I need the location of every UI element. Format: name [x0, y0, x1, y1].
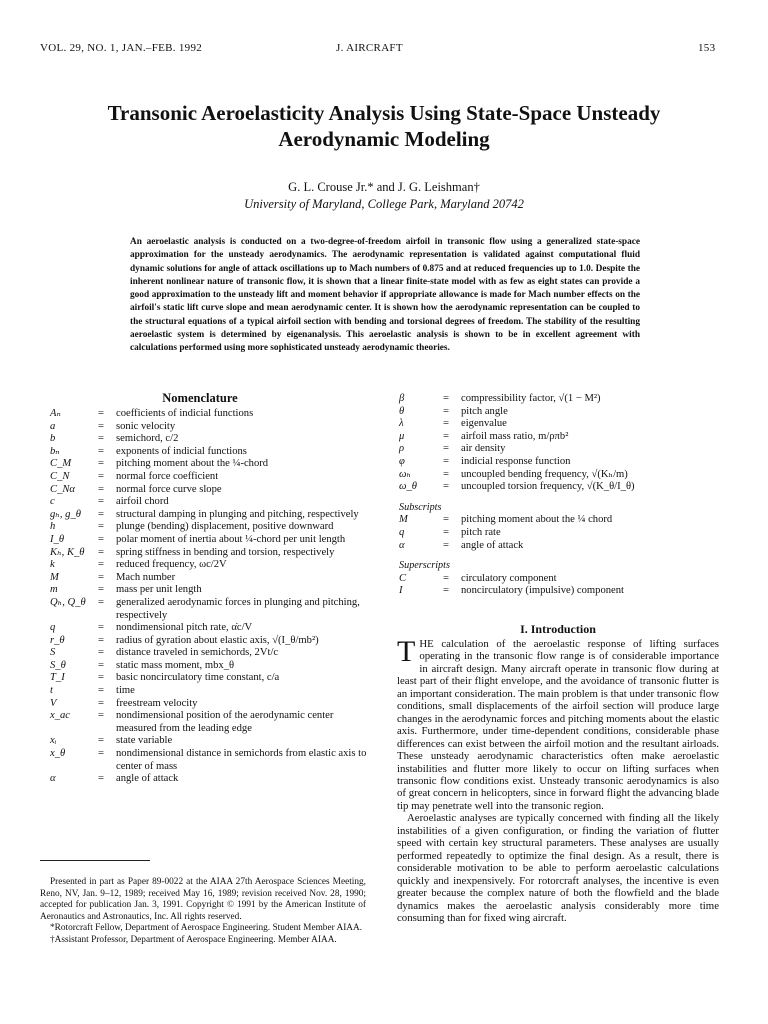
- superscripts-list: [399, 573, 719, 598]
- journal-name: J. AIRCRAFT: [336, 42, 403, 54]
- nomenclature-symbol: M: [50, 571, 59, 583]
- nomenclature-definition: radius of gyration about elastic axis, √(I_θ/mb²): [116, 634, 319, 646]
- nomenclature-entry: [399, 406, 719, 419]
- nomenclature-definition: pitch angle: [461, 405, 508, 417]
- equals-sign: =: [98, 470, 104, 482]
- equals-sign: =: [98, 659, 104, 671]
- nomenclature-definition: generalized aerodynamic forces in plunging and pitching, respectively: [116, 596, 360, 621]
- nomenclature-definition: pitch rate: [461, 526, 501, 538]
- nomenclature-symbol: t: [50, 685, 53, 697]
- nomenclature-symbol: xᵢ: [50, 735, 57, 747]
- nomenclature-symbol: C_M: [50, 458, 72, 470]
- nomenclature-entry: [399, 418, 719, 431]
- footnote-author2: †Assistant Professor, Department of Aerospace Engineering. Member AIAA.: [50, 934, 337, 945]
- equals-sign: =: [443, 585, 449, 597]
- nomenclature-entry: [399, 431, 719, 444]
- equals-sign: =: [443, 468, 449, 480]
- nomenclature-entry: [50, 484, 368, 497]
- nomenclature-symbol: θ: [399, 405, 405, 417]
- nomenclature-definition: plunge (bending) displacement, positive downward: [116, 521, 334, 533]
- nomenclature-entry: [399, 443, 719, 456]
- nomenclature-entry: [50, 572, 368, 585]
- nomenclature-entry: [50, 408, 368, 421]
- authors: G. L. Crouse Jr.* and J. G. Leishman†: [288, 180, 480, 194]
- nomenclature-entry: [50, 685, 368, 698]
- equals-sign: =: [98, 508, 104, 520]
- nomenclature-entry: [50, 534, 368, 547]
- equals-sign: =: [98, 773, 104, 785]
- nomenclature-entry: [50, 773, 368, 786]
- equals-sign: =: [98, 533, 104, 545]
- nomenclature-symbol: Aₙ: [50, 408, 61, 419]
- nomenclature-symbol: S_θ: [50, 659, 66, 671]
- equals-sign: =: [98, 685, 104, 697]
- nomenclature-symbol: c: [50, 496, 55, 508]
- nomenclature-symbol: V: [50, 697, 57, 709]
- nomenclature-entry: [50, 635, 368, 648]
- nomenclature-definition: spring stiffness in bending and torsion, respectively: [116, 546, 335, 558]
- nomenclature-definition: semichord, c/2: [116, 433, 179, 445]
- nomenclature-definition: state variable: [116, 735, 173, 747]
- nomenclature-symbol: x_θ: [50, 748, 66, 760]
- nomenclature-entry: [50, 735, 368, 748]
- nomenclature-entry: [399, 469, 719, 482]
- equals-sign: =: [443, 514, 449, 526]
- nomenclature-entry: [50, 496, 368, 509]
- nomenclature-heading: Nomenclature: [162, 391, 238, 405]
- equals-sign: =: [98, 559, 104, 571]
- nomenclature-symbol: I: [399, 585, 403, 597]
- nomenclature-entry: [50, 421, 368, 434]
- footnote-presented: Presented in part as Paper 89-0022 at the AIAA 27th Aerospace Sciences Meeting, Reno, NV, Jan. 9–12, 1989; received May 16, 1989; revision received Nov. 28, 1990; accepted for publication Jan. 3, 1991. Copyright © 1991 by the American Institute of Aeronautics and Astronautics, Inc. All rights reserved.: [40, 877, 366, 922]
- nomenclature-definition: nondimensional distance in semichords from elastic axis to center of mass: [116, 748, 367, 772]
- equals-sign: =: [98, 596, 104, 608]
- nomenclature-definition: basic noncirculatory time constant, c/a: [116, 672, 280, 684]
- nomenclature-definition: angle of attack: [461, 539, 524, 551]
- greek-symbols: [399, 393, 719, 494]
- nomenclature-definition: circulatory component: [461, 572, 557, 584]
- equals-sign: =: [443, 393, 449, 404]
- nomenclature-symbol: r_θ: [50, 634, 65, 646]
- nomenclature-entry: [50, 471, 368, 484]
- nomenclature-entry: [50, 597, 368, 622]
- nomenclature-entry: [399, 481, 719, 494]
- nomenclature-entry: [50, 509, 368, 522]
- intro-paragraph-1-text: HE calculation of the aeroelastic response of lifting surfaces operating in the transonic flow range is of considerable importance in aircraft design. Many aircraft operate in transonic flow during at least part of their flight envelope, and the avoidance of transonic flutter is an important consideration. The main problem is that under transonic flow conditions, small displacements of the airfoil section will produce large changes in the aerodynamic forces and pitching moments about the elastic axis. Furthermore, under time-dependent conditions, considerable phase differences can exist between the airfoil motion and the resultant airloads. These unsteady aerodynamic characteristics often make aeroelastic instabilities and flutter more likely to occur on lifting surfaces when transonic flow conditions exist. Unsteady transonic aerodynamics is also of great concern in helicopters, since in forward flight the advancing blade tip may penetrate well into the transonic region.: [397, 638, 719, 812]
- nomenclature-definition: airfoil chord: [116, 496, 169, 508]
- nomenclature-entry: [399, 456, 719, 469]
- nomenclature-definition: distance traveled in semichords, 2Vt/c: [116, 647, 279, 659]
- nomenclature-definition: mass per unit length: [116, 584, 202, 596]
- superscripts-heading: Superscripts: [399, 560, 450, 572]
- equals-sign: =: [98, 647, 104, 659]
- nomenclature-definition: reduced frequency, ωc/2V: [116, 559, 227, 571]
- equals-sign: =: [98, 571, 104, 583]
- equals-sign: =: [443, 539, 449, 551]
- nomenclature-definition: normal force curve slope: [116, 483, 222, 495]
- equals-sign: =: [98, 622, 104, 634]
- nomenclature-symbol: μ: [399, 430, 405, 442]
- journal-volume: VOL. 29, NO. 1, JAN.–FEB. 1992: [40, 42, 203, 54]
- nomenclature-symbol: ω_θ: [399, 481, 417, 493]
- nomenclature-definition: compressibility factor, √(1 − M²): [461, 393, 601, 404]
- nomenclature-definition: airfoil mass ratio, m/ρπb²: [461, 430, 569, 442]
- equals-sign: =: [98, 546, 104, 558]
- nomenclature-definition: air density: [461, 443, 506, 455]
- abstract: An aeroelastic analysis is conducted on a two-degree-of-freedom airfoil in transonic flow using a generalized state-space approximation for the unsteady aerodynamics. The aerodynamic representation is validated against computational fluid dynamic solutions for angle of attack oscillations up to Mach numbers of 0.875 and at reduced frequencies up to 1.0. Despite the inherent nonlinear nature of transonic flow, it is shown that a linear finite-state model with as few as eight states can provide a good approximation to the unsteady lift and moment behavior if appropriate allowance is made for Mach number effects on the airfoil's static lift curve slope and mean aerodynamic center. It is shown how the aerodynamic representation can be coupled to the structural equations of a typical airfoil section with bending and torsional degrees of freedom. The stability of the resulting aeroelastic system is determined by eigenanalysis. This aeroelastic analysis is shown to be in excellent agreement with calculations performed using more sophisticated unsteady aerodynamic theories.: [130, 237, 640, 354]
- nomenclature-definition: Mach number: [116, 571, 176, 583]
- nomenclature-entry: [50, 458, 368, 471]
- nomenclature-entry: [50, 584, 368, 597]
- equals-sign: =: [443, 405, 449, 417]
- nomenclature-symbol: h: [50, 521, 56, 533]
- equals-sign: =: [98, 748, 104, 760]
- nomenclature-definition: exponents of indicial functions: [116, 445, 247, 457]
- nomenclature-definition: uncoupled bending frequency, √(Kₕ/m): [461, 468, 628, 480]
- nomenclature-definition: nondimensional pitch rate, α̇c/V: [116, 622, 253, 634]
- equals-sign: =: [443, 526, 449, 538]
- footnotes: [40, 877, 366, 947]
- footnote-rule: [40, 860, 150, 861]
- affiliation: University of Maryland, College Park, Maryland 20742: [244, 197, 524, 211]
- nomenclature-entry: [50, 547, 368, 560]
- equals-sign: =: [443, 455, 449, 467]
- nomenclature-symbol: Qₕ, Q_θ: [50, 596, 86, 608]
- nomenclature-symbol: I_θ: [50, 533, 65, 545]
- equals-sign: =: [443, 572, 449, 584]
- nomenclature-symbol: α: [399, 539, 405, 551]
- nomenclature-entry: [399, 540, 719, 553]
- introduction-body: [397, 635, 719, 924]
- nomenclature-entry: [50, 521, 368, 534]
- nomenclature-entry: [50, 559, 368, 572]
- nomenclature-definition: eigenvalue: [461, 418, 507, 430]
- paper-title-line1: Transonic Aeroelasticity Analysis Using State-Space Unsteady: [107, 101, 661, 125]
- equals-sign: =: [98, 697, 104, 709]
- nomenclature-symbol: a: [50, 420, 56, 432]
- equals-sign: =: [98, 584, 104, 596]
- nomenclature-entry: [50, 446, 368, 459]
- nomenclature-definition: polar moment of inertia about ¼-chord per unit length: [116, 533, 346, 545]
- nomenclature-definition: noncirculatory (impulsive) component: [461, 585, 624, 597]
- equals-sign: =: [98, 433, 104, 445]
- nomenclature-symbol: gₕ, g_θ: [50, 508, 81, 520]
- nomenclature-definition: uncoupled torsion frequency, √(K_θ/I_θ): [461, 481, 635, 493]
- nomenclature-symbol: ωₕ: [399, 468, 412, 480]
- equals-sign: =: [98, 672, 104, 684]
- equals-sign: =: [443, 481, 449, 493]
- intro-paragraph-1: [397, 635, 719, 812]
- nomenclature-entry: [399, 514, 719, 527]
- nomenclature-symbol: M: [399, 514, 408, 526]
- nomenclature-entry: [50, 622, 368, 635]
- nomenclature-symbol: C_N: [50, 470, 70, 482]
- nomenclature-definition: sonic velocity: [116, 420, 176, 432]
- nomenclature-definition: freestream velocity: [116, 697, 198, 709]
- equals-sign: =: [98, 496, 104, 508]
- nomenclature-symbol: α: [50, 773, 56, 785]
- nomenclature-definition: angle of attack: [116, 773, 179, 785]
- nomenclature-entry: [399, 585, 719, 598]
- nomenclature-entry: [399, 527, 719, 540]
- nomenclature-definition: time: [116, 685, 135, 697]
- nomenclature-left-list: [50, 408, 368, 786]
- nomenclature-entry: [50, 748, 368, 773]
- nomenclature-symbol: m: [50, 584, 58, 596]
- equals-sign: =: [98, 408, 104, 419]
- equals-sign: =: [98, 710, 104, 722]
- nomenclature-symbol: S: [50, 647, 56, 659]
- nomenclature-entry: [50, 698, 368, 711]
- subscripts-heading: Subscripts: [399, 501, 442, 513]
- nomenclature-definition: structural damping in plunging and pitching, respectively: [116, 508, 359, 520]
- equals-sign: =: [443, 443, 449, 455]
- nomenclature-definition: nondimensional position of the aerodynamic center measured from the leading edge: [116, 710, 334, 734]
- nomenclature-entry: [50, 647, 368, 660]
- nomenclature-definition: coefficients of indicial functions: [116, 408, 254, 419]
- equals-sign: =: [98, 483, 104, 495]
- nomenclature-entry: [50, 660, 368, 673]
- nomenclature-entry: [399, 573, 719, 586]
- equals-sign: =: [98, 458, 104, 470]
- page-number: 153: [698, 42, 716, 54]
- nomenclature-definition: indicial response function: [461, 455, 571, 467]
- nomenclature-symbol: β: [399, 393, 405, 404]
- nomenclature-symbol: ρ: [399, 443, 405, 455]
- section-heading-introduction: I. Introduction: [520, 622, 596, 636]
- nomenclature-symbol: φ: [399, 455, 405, 467]
- nomenclature-entry: [50, 433, 368, 446]
- nomenclature-definition: pitching moment about the ¼-chord: [116, 458, 269, 470]
- equals-sign: =: [98, 735, 104, 747]
- equals-sign: =: [443, 418, 449, 430]
- equals-sign: =: [98, 420, 104, 432]
- equals-sign: =: [98, 521, 104, 533]
- nomenclature-definition: static mass moment, mbx_θ: [116, 659, 235, 671]
- equals-sign: =: [98, 445, 104, 457]
- drop-cap: T: [397, 635, 416, 668]
- nomenclature-symbol: q: [50, 622, 56, 634]
- nomenclature-symbol: q: [399, 526, 405, 538]
- nomenclature-symbol: bₙ: [50, 445, 60, 457]
- nomenclature-definition: normal force coefficient: [116, 470, 219, 482]
- footnote-author1: *Rotorcraft Fellow, Department of Aerospace Engineering. Student Member AIAA.: [50, 923, 363, 934]
- equals-sign: =: [98, 634, 104, 646]
- nomenclature-definition: pitching moment about the ¼ chord: [461, 514, 613, 526]
- nomenclature-entry: [50, 672, 368, 685]
- nomenclature-entry: [50, 710, 368, 735]
- nomenclature-entry: [399, 393, 719, 406]
- nomenclature-symbol: Kₕ, K_θ: [50, 546, 85, 558]
- paper-title: [40, 100, 728, 152]
- nomenclature-symbol: x_ac: [50, 710, 70, 722]
- subscripts-list: [399, 514, 719, 552]
- nomenclature-symbol: T_I: [50, 672, 65, 684]
- nomenclature-symbol: λ: [399, 418, 404, 430]
- nomenclature-right-list: [399, 393, 719, 598]
- equals-sign: =: [443, 430, 449, 442]
- nomenclature-symbol: k: [50, 559, 55, 571]
- nomenclature-symbol: C: [399, 572, 407, 584]
- intro-paragraph-2: Aeroelastic analyses are typically concerned with finding all the likely instabilities of a given configuration, or finding the variation of flutter speed with certain key structural parameters. These analyses are usually performed repeatedly to optimize the final design. As a result, there is considerable motivation to be able to perform aeroelastic calculations quickly and inexpensively. For rotorcraft analyses, the incentive is even greater because the complex nature of both the flowfield and the blade dynamics makes the aeroelastic analysis considerably more time consuming than for fixed wing aircraft.: [397, 812, 719, 924]
- nomenclature-symbol: C_Nα: [50, 483, 75, 495]
- nomenclature-symbol: b: [50, 433, 56, 445]
- paper-title-line2: Aerodynamic Modeling: [278, 127, 490, 151]
